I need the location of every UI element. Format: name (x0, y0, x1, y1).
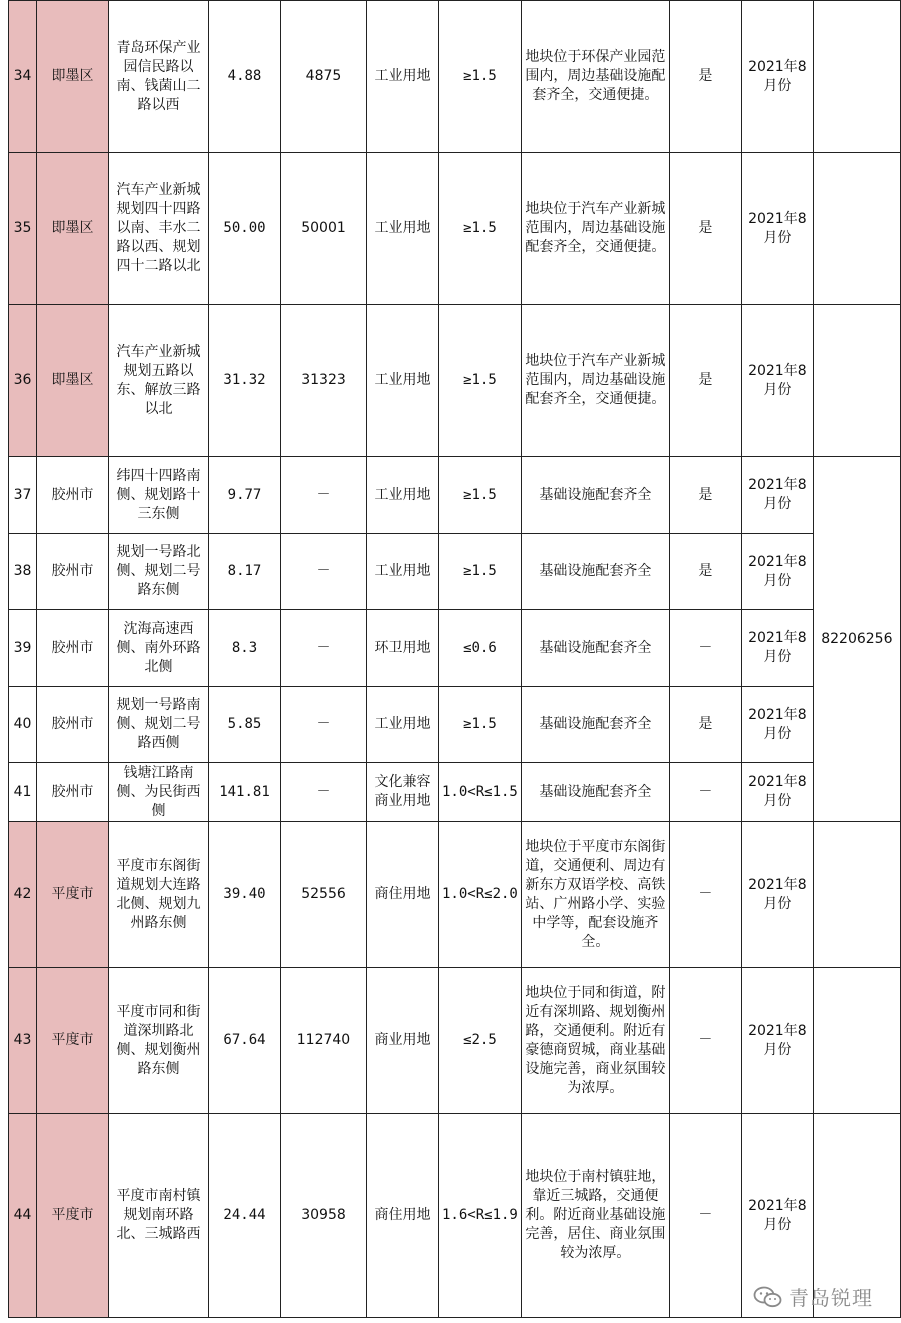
square-meters-cell: － (281, 457, 367, 534)
description-cell: 基础设施配套齐全 (521, 687, 669, 763)
land-supply-table (8, 0, 901, 1318)
land-use-cell: 商住用地 (367, 1114, 439, 1318)
region-cell: 即墨区 (37, 1, 109, 153)
row-number: 35 (9, 153, 37, 305)
row-number: 37 (9, 457, 37, 534)
square-meters-cell: － (281, 763, 367, 822)
flag-cell: 是 (669, 153, 741, 305)
description-cell: 地块位于平度市东阁街道，交通便利、周边有新东方双语学校、高铁站、广州路小学、实验中学等，配套设施齐全。 (521, 822, 669, 968)
location-cell: 平度市南村镇规划南环路北、三城路西 (109, 1114, 209, 1318)
land-use-cell: 环卫用地 (367, 610, 439, 687)
description-cell: 地块位于环保产业园范围内，周边基础设施配套齐全，交通便捷。 (521, 1, 669, 153)
description-cell: 地块位于汽车产业新城范围内，周边基础设施配套齐全，交通便捷。 (521, 305, 669, 457)
table-row (9, 968, 901, 1114)
location-cell: 钱塘江路南侧、为民街西侧 (109, 763, 209, 822)
square-meters-cell: 112740 (281, 968, 367, 1114)
row-number: 38 (9, 534, 37, 610)
flag-cell: 是 (669, 305, 741, 457)
region-cell: 即墨区 (37, 305, 109, 457)
contact-cell (813, 968, 900, 1114)
region-cell: 平度市 (37, 1114, 109, 1318)
table-row (9, 687, 901, 763)
table-row (9, 822, 901, 968)
land-use-cell: 文化兼容商业用地 (367, 763, 439, 822)
flag-cell: － (669, 1114, 741, 1318)
contact-cell (813, 822, 900, 968)
row-number: 44 (9, 1114, 37, 1318)
row-number: 41 (9, 763, 37, 822)
row-number: 36 (9, 305, 37, 457)
land-use-cell: 工业用地 (367, 153, 439, 305)
date-cell: 2021年8月份 (741, 687, 813, 763)
square-meters-cell: 31323 (281, 305, 367, 457)
description-cell: 基础设施配套齐全 (521, 534, 669, 610)
flag-cell: － (669, 822, 741, 968)
row-number: 34 (9, 1, 37, 153)
date-cell: 2021年8月份 (741, 1, 813, 153)
square-meters-cell: 52556 (281, 822, 367, 968)
region-cell: 即墨区 (37, 153, 109, 305)
area-cell: 8.3 (209, 610, 281, 687)
row-number: 40 (9, 687, 37, 763)
region-cell: 胶州市 (37, 687, 109, 763)
area-cell: 31.32 (209, 305, 281, 457)
flag-cell: － (669, 763, 741, 822)
square-meters-cell: 4875 (281, 1, 367, 153)
wechat-icon (753, 1285, 783, 1309)
location-cell: 规划一号路南侧、规划二号路西侧 (109, 687, 209, 763)
description-cell: 地块位于南村镇驻地，靠近三城路，交通便利。附近商业基础设施完善，居住、商业氛围较为浓厚。 (521, 1114, 669, 1318)
location-cell: 纬四十四路南侧、规划路十三东侧 (109, 457, 209, 534)
row-number: 43 (9, 968, 37, 1114)
table-row (9, 763, 901, 822)
plot-ratio-cell: 1.0<R≤1.5 (439, 763, 522, 822)
land-use-cell: 工业用地 (367, 305, 439, 457)
location-cell: 汽车产业新城规划五路以东、解放三路以北 (109, 305, 209, 457)
date-cell: 2021年8月份 (741, 822, 813, 968)
flag-cell: 是 (669, 687, 741, 763)
flag-cell: 是 (669, 457, 741, 534)
date-cell: 2021年8月份 (741, 305, 813, 457)
table-row (9, 1, 901, 153)
plot-ratio-cell: 1.6<R≤1.9 (439, 1114, 522, 1318)
date-cell: 2021年8月份 (741, 763, 813, 822)
region-cell: 胶州市 (37, 763, 109, 822)
flag-cell: 是 (669, 534, 741, 610)
table-row (9, 153, 901, 305)
flag-cell: 是 (669, 1, 741, 153)
area-cell: 39.40 (209, 822, 281, 968)
description-cell: 基础设施配套齐全 (521, 610, 669, 687)
area-cell: 8.17 (209, 534, 281, 610)
area-cell: 50.00 (209, 153, 281, 305)
plot-ratio-cell: ≥1.5 (439, 457, 522, 534)
location-cell: 沈海高速西侧、南外环路北侧 (109, 610, 209, 687)
date-cell: 2021年8月份 (741, 968, 813, 1114)
region-cell: 平度市 (37, 968, 109, 1114)
row-number: 39 (9, 610, 37, 687)
area-cell: 9.77 (209, 457, 281, 534)
plot-ratio-cell: ≥1.5 (439, 153, 522, 305)
plot-ratio-cell: ≤2.5 (439, 968, 522, 1114)
area-cell: 24.44 (209, 1114, 281, 1318)
row-number: 42 (9, 822, 37, 968)
location-cell: 平度市东阁街道规划大连路北侧、规划九州路东侧 (109, 822, 209, 968)
date-cell: 2021年8月份 (741, 153, 813, 305)
date-cell: 2021年8月份 (741, 457, 813, 534)
square-meters-cell: － (281, 534, 367, 610)
location-cell: 平度市同和街道深圳路北侧、规划衡州路东侧 (109, 968, 209, 1114)
location-cell: 规划一号路北侧、规划二号路东侧 (109, 534, 209, 610)
location-cell: 汽车产业新城规划四十四路以南、丰水二路以西、规划四十二路以北 (109, 153, 209, 305)
description-cell: 地块位于同和街道，附近有深圳路、规划衡州路，交通便利。附近有豪德商贸城，商业基础设施完善，商业氛围较为浓厚。 (521, 968, 669, 1114)
region-cell: 胶州市 (37, 610, 109, 687)
plot-ratio-cell: ≥1.5 (439, 305, 522, 457)
plot-ratio-cell: ≤0.6 (439, 610, 522, 687)
square-meters-cell: 30958 (281, 1114, 367, 1318)
land-use-cell: 工业用地 (367, 687, 439, 763)
region-cell: 胶州市 (37, 457, 109, 534)
table-row (9, 610, 901, 687)
plot-ratio-cell: ≥1.5 (439, 534, 522, 610)
plot-ratio-cell: 1.0<R≤2.0 (439, 822, 522, 968)
table-row (9, 457, 901, 534)
area-cell: 141.81 (209, 763, 281, 822)
flag-cell: － (669, 968, 741, 1114)
contact-phone: 82206256 (813, 457, 900, 822)
land-use-cell: 商住用地 (367, 822, 439, 968)
region-cell: 平度市 (37, 822, 109, 968)
date-cell: 2021年8月份 (741, 1114, 813, 1318)
description-cell: 基础设施配套齐全 (521, 457, 669, 534)
table-row (9, 305, 901, 457)
contact-cell (813, 305, 900, 457)
description-cell: 基础设施配套齐全 (521, 763, 669, 822)
watermark (753, 1282, 873, 1311)
table-row (9, 534, 901, 610)
square-meters-cell: － (281, 687, 367, 763)
area-cell: 5.85 (209, 687, 281, 763)
description-cell: 地块位于汽车产业新城范围内，周边基础设施配套齐全，交通便捷。 (521, 153, 669, 305)
land-use-cell: 工业用地 (367, 534, 439, 610)
area-cell: 67.64 (209, 968, 281, 1114)
land-use-cell: 商业用地 (367, 968, 439, 1114)
square-meters-cell: － (281, 610, 367, 687)
land-use-cell: 工业用地 (367, 457, 439, 534)
region-cell: 胶州市 (37, 534, 109, 610)
flag-cell: － (669, 610, 741, 687)
date-cell: 2021年8月份 (741, 534, 813, 610)
location-cell: 青岛环保产业园信民路以南、钱菌山二路以西 (109, 1, 209, 153)
area-cell: 4.88 (209, 1, 281, 153)
watermark-text: 青岛锐理 (789, 1286, 873, 1310)
land-use-cell: 工业用地 (367, 1, 439, 153)
contact-cell (813, 1, 900, 153)
square-meters-cell: 50001 (281, 153, 367, 305)
plot-ratio-cell: ≥1.5 (439, 687, 522, 763)
contact-cell (813, 153, 900, 305)
plot-ratio-cell: ≥1.5 (439, 1, 522, 153)
date-cell: 2021年8月份 (741, 610, 813, 687)
